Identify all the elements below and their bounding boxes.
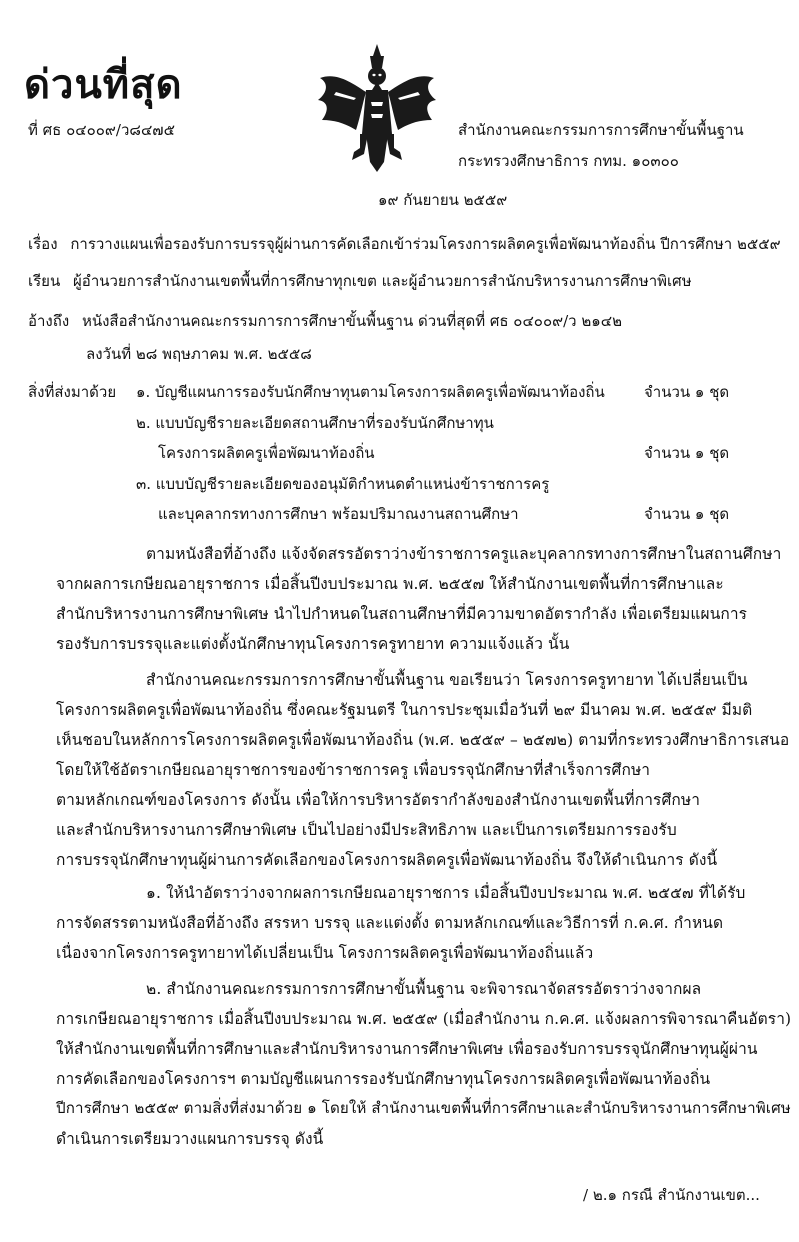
attachments-label: สิ่งที่ส่งมาด้วย xyxy=(28,383,117,401)
issuing-agency: สำนักงานคณะกรรมการการศึกษาขั้นพื้นฐาน xyxy=(458,121,744,139)
attachment-amount-2: จำนวน ๑ ชุด xyxy=(644,444,730,462)
attachment-item-3: ๓. แบบบัญชีรายละเอียดของอนุมัติกำหนดตำแหน่งข้าราชการครู xyxy=(136,475,550,493)
para1-line-2: จากผลการเกษียณอายุราชการ เมื่อสิ้นปีงบประมาณ พ.ศ. ๒๕๕๗ ให้สำนักงานเขตพื้นที่การศึกษาและ xyxy=(56,575,724,593)
document-date: ๑๙ กันยายน ๒๕๕๙ xyxy=(378,191,508,209)
attachment-item-3-cont: และบุคลากรทางการศึกษา พร้อมปริมาณงานสถานศึกษา xyxy=(158,505,519,523)
subject-line xyxy=(28,232,781,256)
para1-line-4: รองรับการบรรจุและแต่งตั้งนักศึกษาทุนโครงการครูทายาท ความแจ้งแล้ว นั้น xyxy=(56,635,570,653)
attachment-item-1: ๑. บัญชีแผนการรองรับนักศึกษาทุนตามโครงการผลิตครูเพื่อพัฒนาท้องถิ่น xyxy=(136,383,605,401)
reference-label: อ้างถึง xyxy=(28,312,70,330)
para4-line-5: ปีการศึกษา ๒๕๕๙ ตามสิ่งที่ส่งมาด้วย ๑ โดยให้ สำนักงานเขตพื้นที่การศึกษาและสำนักบริหารงานการศึกษาพิเศษ xyxy=(56,1099,791,1117)
recipient-line xyxy=(28,269,692,293)
para1-line-1: ตามหนังสือที่อ้างถึง แจ้งจัดสรรอัตราว่างข้าราชการครูและบุคลากรทางการศึกษาในสถานศึกษา xyxy=(146,545,782,563)
recipient-text: ผู้อำนวยการสำนักงานเขตพื้นที่การศึกษาทุกเขต และผู้อำนวยการสำนักบริหารงานการศึกษาพิเศษ xyxy=(73,272,692,290)
garuda-emblem-icon xyxy=(316,42,438,174)
subject-text: การวางแผนเพื่อรองรับการบรรจุผู้ผ่านการคัดเลือกเข้าร่วมโครงการผลิตครูเพื่อพัฒนาท้องถิ่น ปีการศึกษา ๒๕๕๙ xyxy=(70,235,781,253)
attachment-item-2: ๒. แบบบัญชีรายละเอียดสถานศึกษาที่รองรับนักศึกษาทุน xyxy=(136,414,494,432)
reference-line xyxy=(28,309,622,333)
para3-line-3: เนื่องจากโครงการครูทายาทได้เปลี่ยนเป็น โครงการผลิตครูเพื่อพัฒนาท้องถิ่นแล้ว xyxy=(56,944,594,962)
reference-text: หนังสือสำนักงานคณะกรรมการการศึกษาขั้นพื้นฐาน ด่วนที่สุดที่ ศธ ๐๔๐๐๙/ว ๒๑๔๒ xyxy=(81,312,622,330)
para4-line-6: ดำเนินการเตรียมวางแผนการบรรจุ ดังนี้ xyxy=(56,1130,324,1148)
para2-line-7: การบรรจุนักศึกษาทุนผู้ผ่านการคัดเลือกของโครงการผลิตครูเพื่อพัฒนาท้องถิ่น จึงให้ดำเนินการ ดังนี้ xyxy=(56,851,718,869)
para4-line-3: ให้สำนักงานเขตพื้นที่การศึกษาและสำนักบริหารงานการศึกษาพิเศษ เพื่อรองรับการบรรจุนักศึกษาทุนผู้ผ่าน xyxy=(56,1040,758,1058)
para2-line-1: สำนักงานคณะกรรมการการศึกษาขั้นพื้นฐาน ขอเรียนว่า โครงการครูทายาท ได้เปลี่ยนเป็น xyxy=(146,671,748,689)
para2-line-3: เห็นชอบในหลักการโครงการผลิตครูเพื่อพัฒนาท้องถิ่น (พ.ศ. ๒๕๕๙ – ๒๕๗๒) ตามที่กระทรวงศึกษาธิการเสนอ xyxy=(56,731,790,749)
para1-line-3: สำนักบริหารงานการศึกษาพิเศษ นำไปกำหนดในสถานศึกษาที่มีความขาดอัตรากำลัง เพื่อเตรียมแผนการ xyxy=(56,605,748,623)
para4-line-4: การคัดเลือกของโครงการฯ ตามบัญชีแผนการรองรับนักศึกษาทุนโครงการผลิตครูเพื่อพัฒนาท้องถิ่น xyxy=(56,1070,711,1088)
para2-line-4: โดยให้ใช้อัตราเกษียณอายุราชการของข้าราชการครู เพื่อบรรจุนักศึกษาที่สำเร็จการศึกษา xyxy=(56,761,651,779)
reference-date: ลงวันที่ ๒๘ พฤษภาคม พ.ศ. ๒๕๕๘ xyxy=(86,345,312,363)
page-continuation: / ๒.๑ กรณี สำนักงานเขต... xyxy=(583,1186,760,1204)
para4-line-1: ๒. สำนักงานคณะกรรมการการศึกษาขั้นพื้นฐาน จะพิจารณาจัดสรรอัตราว่างจากผล xyxy=(146,980,702,998)
subject-label: เรื่อง xyxy=(28,235,58,253)
para4-line-2: การเกษียณอายุราชการ เมื่อสิ้นปีงบประมาณ พ.ศ. ๒๕๕๙ (เมื่อสำนักงาน ก.ค.ศ. แจ้งผลการพิจารณาคืนอัตรา) xyxy=(56,1010,792,1028)
document-number: ที่ ศธ ๐๔๐๐๙/ว๘๔๗๕ xyxy=(28,121,175,139)
ministry-address: กระทรวงศึกษาธิการ กทม. ๑๐๓๐๐ xyxy=(458,152,679,170)
para3-line-2: การจัดสรรตามหนังสือที่อ้างถึง สรรหา บรรจุ และแต่งตั้ง ตามหลักเกณฑ์และวิธีการที่ ก.ค.ศ. กำหนด xyxy=(56,914,724,932)
para2-line-2: โครงการผลิตครูเพื่อพัฒนาท้องถิ่น ซึ่งคณะรัฐมนตรี ในการประชุมเมื่อวันที่ ๒๙ มีนาคม พ.ศ. ๒๕๕๙ มีมติ xyxy=(56,701,753,719)
attachment-item-2-cont: โครงการผลิตครูเพื่อพัฒนาท้องถิ่น xyxy=(158,444,375,462)
urgency-label: ด่วนที่สุด xyxy=(24,62,183,108)
attachment-amount-1: จำนวน ๑ ชุด xyxy=(644,383,730,401)
para2-line-5: ตามหลักเกณฑ์ของโครงการ ดังนั้น เพื่อให้การบริหารอัตรากำลังของสำนักงานเขตพื้นที่การศึกษา xyxy=(56,791,700,809)
para2-line-6: และสำนักบริหารงานการศึกษาพิเศษ เป็นไปอย่างมีประสิทธิภาพ และเป็นการเตรียมการรองรับ xyxy=(56,821,677,839)
recipient-label: เรียน xyxy=(28,272,61,290)
attachment-amount-3: จำนวน ๑ ชุด xyxy=(644,505,730,523)
para3-line-1: ๑. ให้นำอัตราว่างจากผลการเกษียณอายุราชการ เมื่อสิ้นปีงบประมาณ พ.ศ. ๒๕๕๗ ที่ได้รับ xyxy=(146,884,746,902)
